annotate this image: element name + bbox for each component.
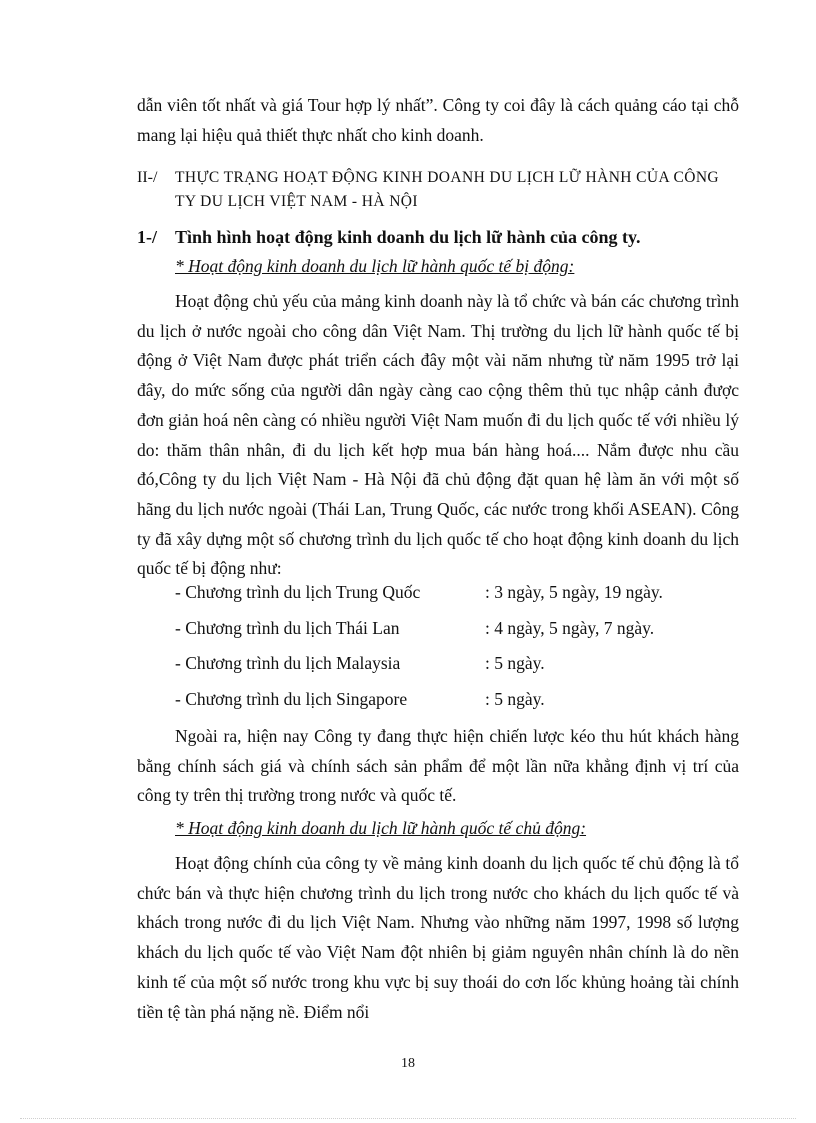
paragraph-strategy: Ngoài ra, hiện nay Công ty đang thực hiện chiến lược kéo thu hút khách hàng bằng chính sách giá và chính sách sản phẩm để một lần nữa khẳng định vị trí của công ty trên thị trường trong nước và quốc tế. bbox=[137, 726, 739, 806]
subheading-passive: * Hoạt động kinh doanh du lịch lữ hành quốc tế bị động: bbox=[175, 256, 575, 276]
program-duration: : 5 ngày. bbox=[485, 653, 545, 673]
subheading-active: * Hoạt động kinh doanh du lịch lữ hành quốc tế chủ động: bbox=[175, 818, 587, 838]
program-name: - Chương trình du lịch Trung Quốc bbox=[175, 582, 421, 602]
section-title: THỰC TRẠNG HOẠT ĐỘNG KINH DOANH DU LỊCH LỮ HÀNH CỦA CÔNG TY DU LỊCH VIỆT NAM - HÀ NỘI bbox=[175, 169, 720, 210]
subsection-number: 1-/ bbox=[137, 227, 157, 247]
page-number: 18 bbox=[401, 1056, 415, 1071]
intro-paragraph: dẫn viên tốt nhất và giá Tour hợp lý nhất”. Công ty coi đây là cách quảng cáo tại chỗ mang lại hiệu quả thiết thực nhất cho kinh doanh. bbox=[137, 95, 739, 145]
program-duration: : 3 ngày, 5 ngày, 19 ngày. bbox=[485, 582, 663, 602]
paragraph-passive: Hoạt động chủ yếu của mảng kinh doanh này là tổ chức và bán các chương trình du lịch ở nước ngoài cho công dân Việt Nam. Thị trường du lịch lữ hành quốc tế bị động ở Việt Nam được phát triển cách đây một vài năm nhưng từ năm 1995 trở lại đây, do mức sống của người dân ngày càng cao cộng thêm thủ tục nhập cảnh được đơn giản hoá nên càng có nhiều người Việt Nam muốn đi du lịch quốc tế với nhiều lý do: thăm thân nhân, đi du lịch kết hợp mua bán hàng hoá.... Nắm được nhu cầu đó,Công ty du lịch Việt Nam - Hà Nội đã chủ động đặt quan hệ làm ăn với một số hãng du lịch nước ngoài (Thái Lan, Trung Quốc, các nước trong khối ASEAN). Công ty đã xây dựng một số chương trình du lịch quốc tế cho hoạt động kinh doanh du lịch quốc tế bị động như: bbox=[137, 291, 739, 579]
page-bottom-divider bbox=[20, 1118, 796, 1119]
program-duration: : 5 ngày. bbox=[485, 689, 545, 709]
program-duration: : 4 ngày, 5 ngày, 7 ngày. bbox=[485, 618, 655, 638]
program-name: - Chương trình du lịch Malaysia bbox=[175, 653, 401, 673]
program-name: - Chương trình du lịch Singapore bbox=[175, 689, 408, 709]
section-number: II-/ bbox=[137, 169, 158, 186]
subsection-title: Tình hình hoạt động kinh doanh du lịch lữ hành của công ty. bbox=[175, 227, 641, 247]
program-name: - Chương trình du lịch Thái Lan bbox=[175, 618, 400, 638]
paragraph-active: Hoạt động chính của công ty về mảng kinh doanh du lịch quốc tế chủ động là tổ chức bán và thực hiện chương trình du lịch trong nước cho khách du lịch quốc tế và khách trong nước đi du lịch Việt Nam. Nhưng vào những năm 1997, 1998 số lượng khách du lịch quốc tế vào Việt Nam đột nhiên bị giảm nguyên nhân chính là do nền kinh tế của một số nước trong khu vực bị suy thoái do cơn lốc khủng hoảng tài chính tiền tệ tàn phá nặng nề. Điểm nổi bbox=[137, 853, 739, 1022]
